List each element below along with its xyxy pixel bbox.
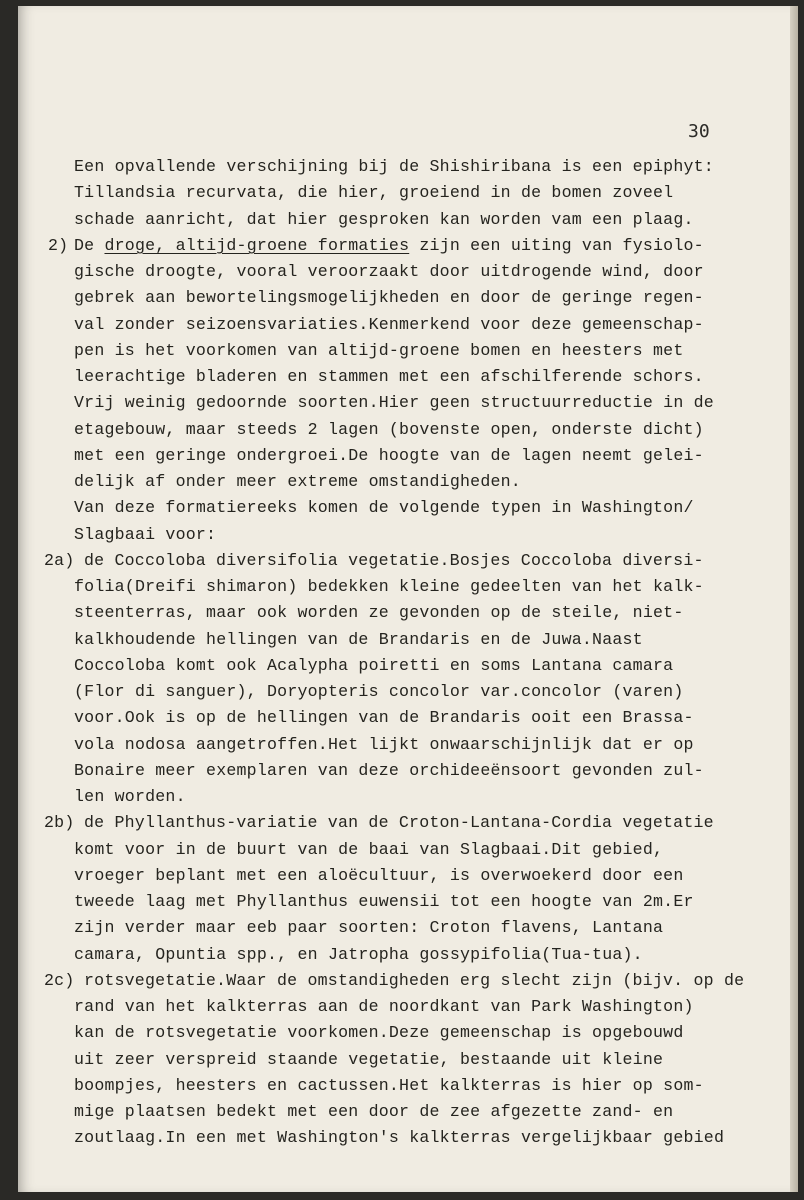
text-line [18, 837, 793, 863]
line-text: leerachtige bladeren en stammen met een afschilferende schors. [74, 367, 704, 386]
line-text: len worden. [74, 787, 186, 806]
text-line [18, 259, 793, 285]
line-text: Een opvallende verschijning bij de Shishiribana is een epiphyt: [74, 157, 714, 176]
text-line [18, 312, 793, 338]
line-text: Bonaire meer exemplaren van deze orchideeënsoort gevonden zul- [74, 760, 704, 780]
text-line [18, 417, 793, 443]
line-text: met een geringe ondergroei.De hoogte van de lagen neemt gelei- [74, 445, 704, 465]
line-text: kalkhoudende hellingen van de Brandaris en de Juwa.Naast [74, 629, 643, 649]
text-line [18, 784, 793, 810]
text-line [18, 469, 793, 495]
text-line [18, 574, 793, 600]
text-line [18, 207, 793, 233]
text-line [18, 679, 793, 705]
text-line [18, 390, 793, 416]
document-page [18, 6, 798, 1192]
text-line [18, 968, 793, 994]
line-text: kan de rotsvegetatie voorkomen.Deze gemeenschap is opgebouwd [74, 1023, 684, 1043]
line-text: de Coccoloba diversifolia vegetatie.Bosjes Coccoloba diversi- [84, 550, 704, 570]
text-line [18, 522, 793, 548]
text-line [18, 627, 793, 653]
line-text: Van deze formatiereeks komen de volgende typen in Washington/ [74, 498, 694, 518]
text-line [18, 364, 793, 390]
line-text: De droge, altijd-groene formaties zijn een uiting van fysiolo- [74, 235, 704, 255]
list-marker: 2b) [44, 813, 75, 833]
text-line [18, 180, 793, 206]
line-text: folia(Dreifi shimaron) bedekken kleine gedeelten van het kalk- [74, 577, 704, 596]
line-text: Coccoloba komt ook Acalypha poiretti en soms Lantana camara [74, 655, 674, 675]
text-line [18, 653, 793, 679]
text-line [18, 1020, 793, 1046]
list-marker: 2c) [44, 970, 75, 990]
line-text: etagebouw, maar steeds 2 lagen (bovenste open, onderste dicht) [74, 419, 704, 439]
text-line [18, 600, 793, 626]
text-line [18, 889, 793, 915]
text-line [18, 732, 793, 758]
text-line [18, 1099, 793, 1125]
line-text: boompjes, heesters en cactussen.Het kalkterras is hier op som- [74, 1075, 704, 1095]
text-line [18, 548, 793, 574]
text-line [18, 705, 793, 731]
line-text: gische droogte, vooral veroorzaakt door uitdrogende wind, door [74, 262, 704, 281]
line-text: val zonder seizoensvariaties.Kenmerkend voor deze gemeenschap- [74, 314, 704, 334]
line-text: (Flor di sanguer), Doryopteris concolor var.concolor (varen) [74, 682, 684, 701]
line-text: Vrij weinig gedoornde soorten.Hier geen structuurreductie in de [74, 393, 714, 413]
line-text: camara, Opuntia spp., en Jatropha gossypifolia(Tua-tua). [74, 944, 643, 964]
line-text: tweede laag met Phyllanthus euwensii tot een hoogte van 2m.Er [74, 892, 694, 911]
line-text: zijn verder maar eeb paar soorten: Croton flavens, Lantana [74, 918, 664, 938]
text-line [18, 233, 793, 259]
line-text: zoutlaag.In een met Washington's kalkterras vergelijkbaar gebied [74, 1128, 725, 1148]
line-text: rotsvegetatie.Waar de omstandigheden erg slecht zijn (bijv. op de [84, 970, 745, 990]
text-line [18, 758, 793, 784]
line-text: rand van het kalkterras aan de noordkant van Park Washington) [74, 997, 694, 1016]
text-line [18, 285, 793, 311]
line-text: delijk af onder meer extreme omstandigheden. [74, 472, 521, 491]
line-text: de Phyllanthus-variatie van de Croton-Lantana-Cordia vegetatie [84, 813, 714, 833]
line-text: steenterras, maar ook worden ze gevonden op de steile, niet- [74, 603, 684, 623]
underlined-term: droge, altijd-groene formaties [104, 235, 410, 255]
text-line [18, 154, 793, 180]
text-line [18, 994, 793, 1020]
text-line [18, 1073, 793, 1099]
line-text: mige plaatsen bedekt met een door de zee afgezette zand- en [74, 1102, 674, 1121]
text-line [18, 863, 793, 889]
text-line [18, 942, 793, 968]
text-line [18, 338, 793, 364]
text-line [18, 915, 793, 941]
line-text: vroeger beplant met een aloëcultuur, is overwoekerd door een [74, 865, 684, 885]
text-line [18, 1047, 793, 1073]
line-text: schade aanricht, dat hier gesproken kan worden vam een plaag. [74, 209, 694, 229]
body-text [18, 154, 793, 1152]
text-line [18, 1125, 793, 1151]
line-text: voor.Ook is op de hellingen van de Brandaris ooit een Brassa- [74, 708, 694, 728]
text-line [18, 810, 793, 836]
line-text: uit zeer verspreid staande vegetatie, bestaande uit kleine [74, 1049, 664, 1069]
text-line [18, 495, 793, 521]
line-text: gebrek aan bewortelingsmogelijkheden en door de geringe regen- [74, 288, 704, 308]
text-line [18, 443, 793, 469]
line-text: Tillandsia recurvata, die hier, groeiend in de bomen zoveel [74, 183, 674, 203]
line-text: vola nodosa aangetroffen.Het lijkt onwaarschijnlijk dat er op [74, 734, 694, 754]
line-text: komt voor in de buurt van de baai van Slagbaai.Dit gebied, [74, 839, 664, 859]
list-marker: 2a) [44, 550, 75, 570]
line-text: pen is het voorkomen van altijd-groene bomen en heesters met [74, 340, 684, 360]
line-text: Slagbaai voor: [74, 524, 217, 544]
page-number: 30 [688, 121, 710, 142]
list-marker: 2) [48, 235, 69, 255]
